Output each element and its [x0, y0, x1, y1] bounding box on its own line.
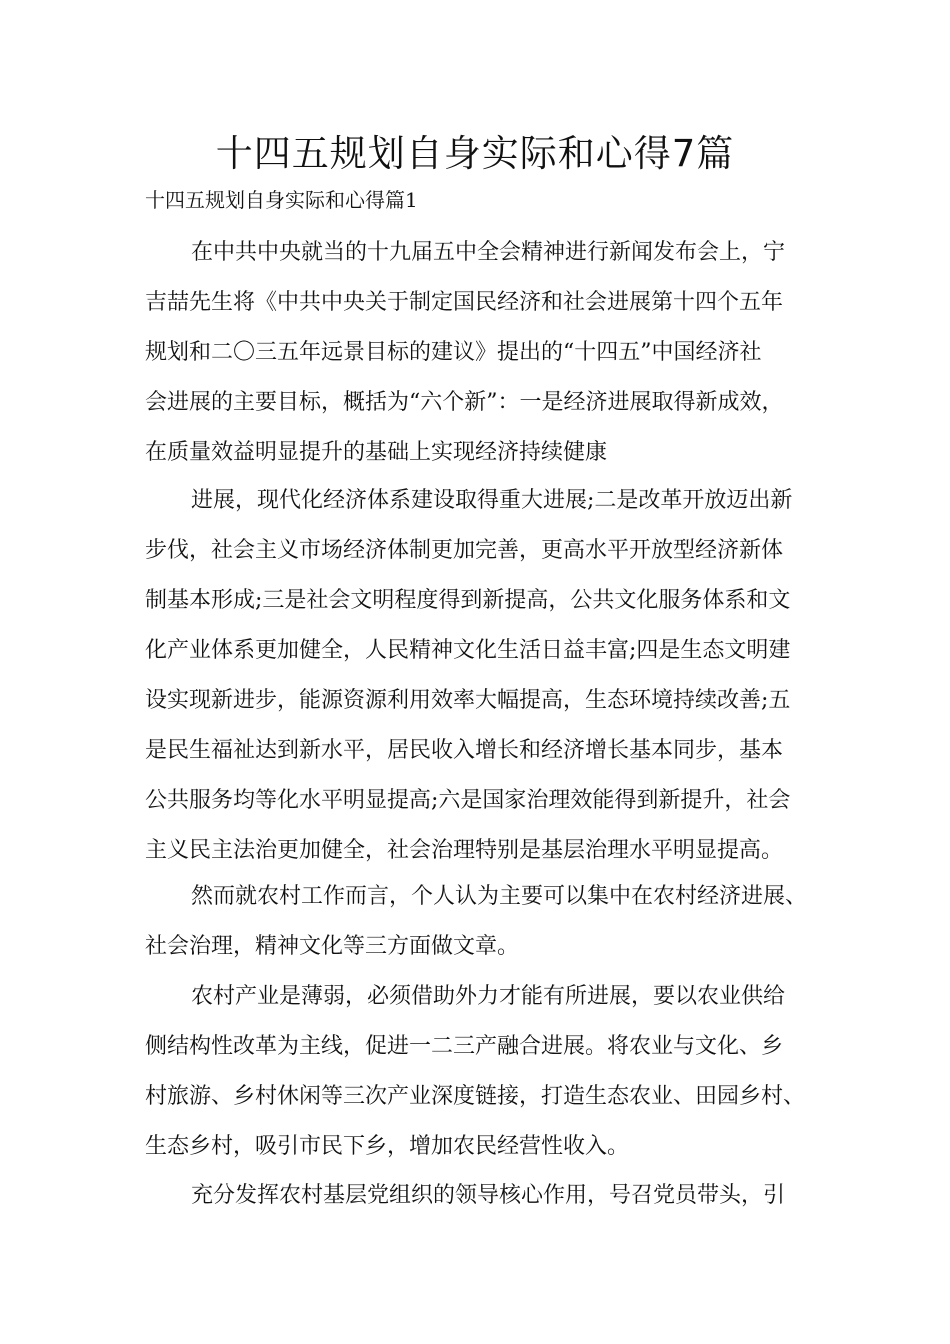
paragraph-line: 步伐，社会主义市场经济体制更加完善，更高水平开放型经济新体: [145, 538, 784, 563]
paragraph-2: [145, 476, 835, 876]
paragraph-line: 会进展的主要目标，概括为“六个新”：一是经济进展取得新成效，: [145, 390, 784, 415]
paragraph-line: 村旅游、乡村休闲等三次产业深度链接，打造生态农业、田园乡村、: [145, 1084, 806, 1109]
paragraph-5: [145, 1171, 835, 1221]
paragraph-line: 在质量效益明显提升的基础上实现经济持续健康: [145, 440, 608, 465]
paragraph-line: 社会治理，精神文化等三方面做文章。: [145, 934, 520, 959]
paragraph-line: 然而就农村工作而言，个人认为主要可以集中在农村经济进展、: [191, 884, 808, 909]
section-heading: 十四五规划自身实际和心得篇1: [145, 188, 418, 212]
paragraph-3: [145, 872, 835, 972]
paragraph-1: [145, 228, 835, 478]
paragraph-line: 侧结构性改革为主线，促进一二三产融合进展。将农业与文化、乡: [145, 1034, 784, 1059]
paragraph-line: 农村产业是薄弱，必须借助外力才能有所进展，要以农业供给: [191, 984, 786, 1009]
paragraph-line: 在中共中央就当的十九届五中全会精神进行新闻发布会上，宁: [191, 240, 786, 265]
paragraph-line: 主义民主法治更加健全，社会治理特别是基层治理水平明显提高。: [145, 838, 784, 863]
paragraph-line: 充分发挥农村基层党组织的领导核心作用，号召党员带头，引: [191, 1183, 786, 1208]
paragraph-line: 吉喆先生将《中共中央关于制定国民经济和社会进展第十四个五年: [145, 290, 784, 315]
paragraph-line: 进展，现代化经济体系建设取得重大进展;二是改革开放迈出新: [191, 488, 793, 513]
paragraph-line: 制基本形成;三是社会文明程度得到新提高，公共文化服务体系和文: [145, 588, 791, 613]
paragraph-line: 设实现新进步，能源资源利用效率大幅提高，生态环境持续改善;五: [145, 688, 791, 713]
paragraph-4: [145, 972, 835, 1172]
paragraph-line: 生态乡村，吸引市民下乡，增加农民经营性收入。: [145, 1134, 630, 1159]
paragraph-line: 化产业体系更加健全，人民精神文化生活日益丰富;四是生态文明建: [145, 638, 791, 663]
paragraph-line: 规划和二〇三五年远景目标的建议》提出的“十四五”中国经济社: [145, 340, 762, 365]
paragraph-line: 公共服务均等化水平明显提高;六是国家治理效能得到新提升，社会: [145, 788, 791, 813]
paragraph-line: 是民生福祉达到新水平，居民收入增长和经济增长基本同步，基本: [145, 738, 784, 763]
document-title: 十四五规划自身实际和心得7篇: [215, 132, 735, 175]
